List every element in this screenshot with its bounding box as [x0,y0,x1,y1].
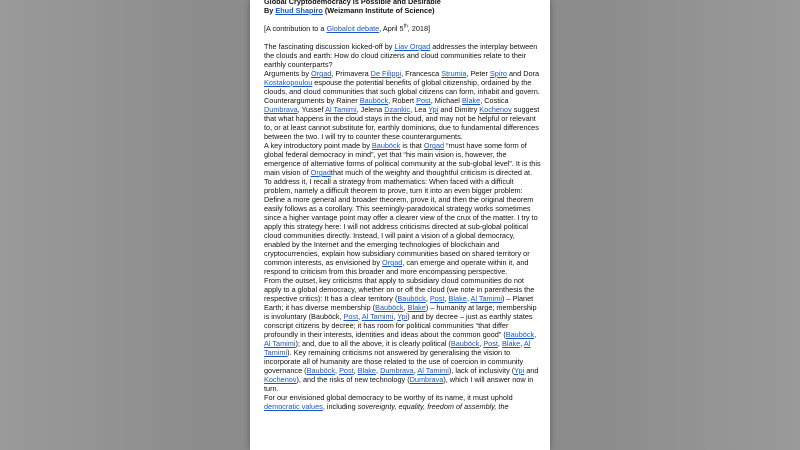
paragraph-text: , [413,366,418,375]
inline-link[interactable]: Blake [461,96,481,105]
inline-link[interactable]: Post [429,294,445,303]
inline-link[interactable]: Kochenov [264,375,297,384]
paragraph-text: , including [322,402,358,411]
paragraph-text: , [335,366,340,375]
paragraph-text: , [425,294,430,303]
inline-link[interactable]: Kostakopoulou [264,78,313,87]
paragraph-text: ). Key remaining criticisms not answered by generalising the vision to incorporate all of humanity are those related to the use of coercion in community governance ( [264,348,524,375]
paragraph-text: , [358,312,362,321]
inline-link[interactable]: Ypi [397,312,408,321]
inline-link[interactable]: Post [483,339,498,348]
inline-link[interactable]: Bauböck [450,339,480,348]
paragraph-text: , [479,339,484,348]
inline-link[interactable]: Al Tamimi [470,294,502,303]
paragraph-text: , Jelena [356,105,385,114]
inline-link[interactable]: Orgad [382,258,403,267]
paragraph-text: ), which I will answer now in turn. [264,375,534,393]
inline-link[interactable]: Bauböck [397,294,426,303]
paragraph-text: espouse the potential benefits of global citizenship, ordained by the clouds, and cloud communities that such global citizens can form, inhabit and govern. Counterarguments by Rainer [264,78,540,105]
inline-link[interactable]: Al Tamimi [264,339,296,348]
inline-link[interactable]: Bauböck [359,96,389,105]
body-paragraph [264,276,542,393]
paragraph-text: “must have some form of global federal democracy in mind”, yet that “his main vision is, however, the emergence of alternative forms of political community at the sub-global level”. It is this main vision of [264,141,541,177]
paragraph-text: , Francesca [401,69,442,78]
paragraph-text: , [353,366,358,375]
inline-link[interactable]: Post [343,312,359,321]
body-paragraph [264,42,542,69]
paragraph-text: From the outset, key criticisms that apply to subsidiary cloud communities do not apply to a global democracy, whether on or off the cloud (we note in parenthesis the respective critics): It has a clear territory ( [264,276,535,303]
body-paragraphs [264,42,542,411]
inline-link[interactable]: Kochenov [479,105,512,114]
paragraph-text: , Primavera [331,69,371,78]
inline-link[interactable]: Orgad [310,168,331,177]
paragraph-text: , [520,339,524,348]
paragraph-text: , [403,303,408,312]
inline-link[interactable]: Al Tamimi [325,105,357,114]
paragraph-text: , [534,330,537,339]
paragraph-text: For our envisioned global democracy to be worthy of its name, it must uphold [264,393,513,402]
paragraph-text: , [497,339,502,348]
paragraph-text: The fascinating discussion kicked-off by [264,42,395,51]
contribution-year: , 2018] [407,24,431,33]
body-paragraph [264,177,542,276]
paragraph-text: and [524,366,539,375]
debate-link[interactable]: Globalcit debate [326,24,380,33]
contribution-date: , April 5 [379,24,404,33]
inline-link[interactable]: Ypi [428,105,439,114]
inline-link[interactable]: Orgad [423,141,445,150]
document-page [250,0,550,450]
inline-link[interactable]: Blake [448,294,467,303]
inline-link[interactable]: Dumbrava [409,375,444,384]
inline-link[interactable]: De Filippi [370,69,402,78]
contribution-note [264,24,542,33]
inline-link[interactable]: Bauböck [371,141,401,150]
paragraph-text: A key introductory point made by [264,141,372,150]
paragraph-text: ), lack of inclusivity ( [448,366,515,375]
paragraph-text: ) and by decree – just as earthly states conscript citizens by decree; it has room for political communities “that differ profoundly in their interests, identities and ideas about the common good” ( [264,312,533,339]
paragraph-text: , Costica [480,96,509,105]
author-affiliation: (Weizmann Institute of Science) [322,6,435,15]
inline-link[interactable]: Dumbrava [380,366,414,375]
paragraph-text: that much of the weighty and thoughtful criticism is directed at. [330,168,533,177]
inline-link[interactable]: Spiro [489,69,507,78]
inline-link[interactable]: Dumbrava [264,105,298,114]
paragraph-text: , [444,294,449,303]
body-paragraph [264,393,542,411]
document-byline [264,6,542,15]
contribution-date-suffix: th [403,23,408,30]
paragraph-text: , [466,294,471,303]
paragraph-text: addresses the interplay between the clouds and earth: How do cloud citizens and cloud communities relate to their earthly counterparts? [264,42,538,69]
paragraph-text: To address it, I recall a strategy from mathematics: When faced with a difficult problem, namely a difficult theorem to prove, turn it into an even bigger problem: Define a more general and broader theorem, prove it, and then the original theorem easily follows as a corollary. This seemingly-paradoxical strategy works sometimes since a higher vantage point may offer a clearer view of the crux of the matter. I try to apply this strategy here: I will not address criticisms directed at sub-global political cloud communities directly. Instead, I will paint a vision of a global democracy, enabled by the Internet and the emerging technologies of blockchain and cryptocurrencies, explain how subsidiary communities based on shared territory or common interests, as envisioned by [264,177,538,267]
inline-link[interactable]: Ypi [514,366,525,375]
inline-link[interactable]: Al Tamimi [264,339,531,357]
paragraph-text: ), and the risks of new technology ( [296,375,410,384]
paragraph-text: ) – humanity at large; membership is involuntary (Bauböck, [264,303,537,321]
paragraph-text: , [376,366,381,375]
paragraph-text: , Lea [410,105,429,114]
inline-link[interactable]: Dzankic [384,105,411,114]
paragraph-text: Arguments by [264,69,312,78]
contribution-prefix: [A contribution to a [264,24,327,33]
inline-link[interactable]: Bauböck [505,330,535,339]
byline-prefix: By [264,6,276,15]
paragraph-text: suggest that what happens in the cloud stays in the cloud, and may not be helpful or relevant to, or at least cannot substitute for, earthly dominions, due to fundamental differences between the two. I will try to counter these counterarguments. [264,105,540,141]
inline-link[interactable]: Blake [407,303,426,312]
inline-link[interactable]: Bauböck [306,366,335,375]
paragraph-text: and Dora [506,69,540,78]
author-link[interactable]: Ehud Shapiro [275,6,323,15]
inline-link[interactable]: Liav Orgad [394,42,431,51]
paragraph-text: sovereignty, equality, freedom of assembly, the [357,402,509,411]
document-title: Global Cryptodemocracy is Possible and Desirable [264,0,441,6]
inline-link[interactable]: Blake [357,366,376,375]
inline-link[interactable]: Strumia [441,69,467,78]
body-paragraph [264,141,542,177]
body-paragraph [264,69,542,141]
inline-link[interactable]: Bauböck [375,303,404,312]
paragraph-text: , can emerge and operate within it, and respond to criticism from this broader and more encompassing perspective. [264,258,529,276]
inline-link[interactable]: Al Tamimi [361,312,394,321]
paragraph-text: , Michael [430,96,462,105]
paragraph-text: is that [400,141,424,150]
paragraph-text: and Dimitry [438,105,480,114]
inline-link[interactable]: Al Tamimi [417,366,449,375]
paragraph-text: , Peter [466,69,490,78]
document-content [264,0,542,411]
paragraph-text: , Yussef [297,105,326,114]
inline-link[interactable]: democratic values [264,402,323,411]
paragraph-text: ) – Planet Earth; it has diverse membership ( [264,294,534,312]
inline-link[interactable]: Post [416,96,431,105]
inline-link[interactable]: Post [339,366,354,375]
inline-link[interactable]: Orgad [311,69,332,78]
paragraph-text: , Robert [388,96,417,105]
paragraph-text: , [393,312,398,321]
inline-link[interactable]: Blake [501,339,521,348]
paragraph-text: ); and, due to all the above, it is clearly political ( [295,339,451,348]
